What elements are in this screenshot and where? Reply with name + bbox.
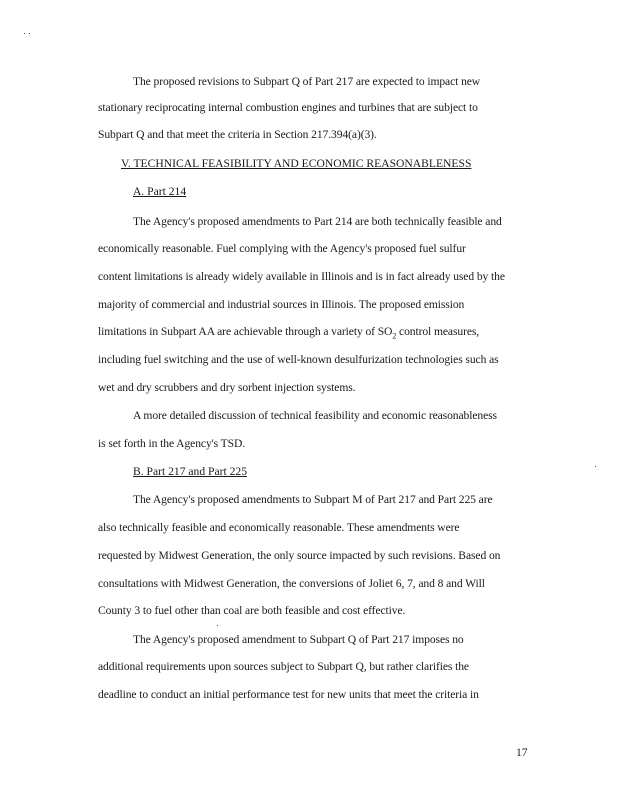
- paragraph-line: Subpart Q and that meet the criteria in Section 217.394(a)(3).: [98, 128, 377, 141]
- so2-line-suffix: control measures,: [396, 325, 480, 338]
- paragraph-line: The Agency's proposed amendment to Subpart Q of Part 217 imposes no: [133, 633, 464, 646]
- page-number: 17: [516, 746, 528, 759]
- paragraph-line: content limitations is already widely available in Illinois and is in fact already used by the: [98, 270, 505, 283]
- subheading-a: A. Part 214: [133, 185, 187, 198]
- section-heading: V. TECHNICAL FEASIBILITY AND ECONOMIC REASONABLENESS: [121, 157, 472, 170]
- paragraph-line: is set forth in the Agency's TSD.: [98, 437, 246, 450]
- paragraph-line: additional requirements upon sources subject to Subpart Q, but rather clarifies the: [98, 660, 469, 673]
- scan-speck: [217, 625, 218, 626]
- paragraph-line: [98, 325, 479, 339]
- paragraph-line: wet and dry scrubbers and dry sorbent injection systems.: [98, 381, 356, 394]
- paragraph-line: economically reasonable. Fuel complying with the Agency's proposed fuel sulfur: [98, 242, 466, 255]
- paragraph-line: The Agency's proposed amendments to Part 214 are both technically feasible and: [133, 215, 502, 228]
- paragraph-line: also technically feasible and economically reasonable. These amendments were: [98, 521, 460, 534]
- paragraph-line: The proposed revisions to Subpart Q of Part 217 are expected to impact new: [133, 75, 481, 88]
- paragraph-line: consultations with Midwest Generation, the conversions of Joliet 6, 7, and 8 and Will: [98, 577, 485, 590]
- paragraph-line: stationary reciprocating internal combustion engines and turbines that are subject to: [98, 101, 478, 114]
- paragraph-line: requested by Midwest Generation, the only source impacted by such revisions. Based on: [98, 549, 501, 562]
- scan-speck: [29, 33, 30, 34]
- scan-speck: [595, 466, 596, 467]
- paragraph-line: majority of commercial and industrial sources in Illinois. The proposed emission: [98, 298, 465, 311]
- paragraph-line: including fuel switching and the use of well-known desulfurization technologies such as: [98, 353, 499, 366]
- paragraph-line: A more detailed discussion of technical feasibility and economic reasonableness: [133, 409, 497, 422]
- scan-speck: [24, 33, 25, 34]
- paragraph-line: The Agency's proposed amendments to Subpart M of Part 217 and Part 225 are: [133, 493, 493, 506]
- paragraph-line: County 3 to fuel other than coal are both feasible and cost effective.: [98, 604, 406, 617]
- paragraph-line: deadline to conduct an initial performance test for new units that meet the criteria in: [98, 688, 479, 701]
- so2-line-prefix: limitations in Subpart AA are achievable through a variety of SO: [98, 325, 393, 338]
- subheading-b: B. Part 217 and Part 225: [133, 465, 247, 478]
- so2-subscript: 2: [392, 331, 397, 341]
